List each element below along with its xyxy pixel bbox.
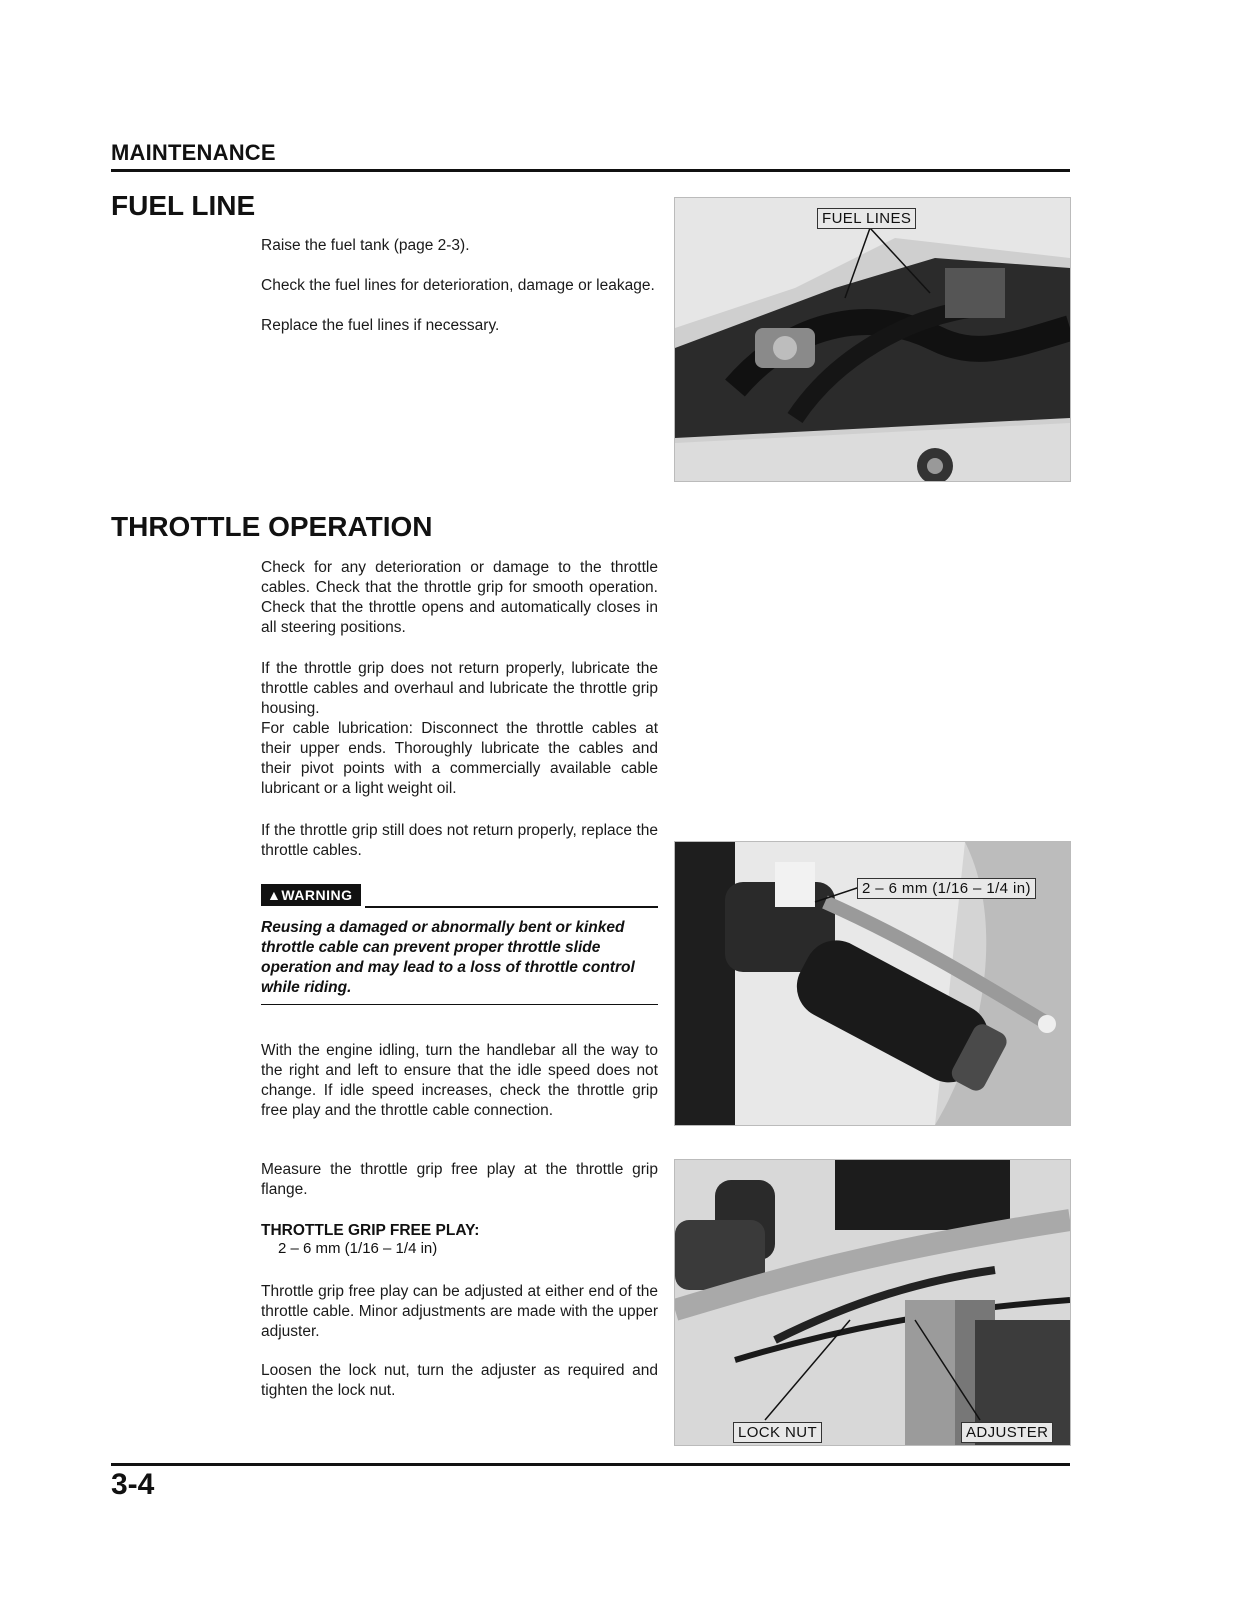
spec-block [261,1222,658,1257]
free-play-label: 2 – 6 mm (1/16 – 1/4 in) [857,878,1036,899]
fuel-lines-label: FUEL LINES [817,208,916,229]
warning-bottom-rule [261,1004,658,1005]
throttle-para-4: With the engine idling, turn the handlebar all the way to the right and left to ensure that the idle speed does not change. If idle speed increases, check the throttle grip free play and the throttle cable connection. [261,1042,658,1119]
warning-box [261,884,658,1005]
heading-fuel-line: FUEL LINE [111,190,256,221]
throttle-para-2b: For cable lubrication: Disconnect the throttle cables at their upper ends. Thoroughly lubricate the cables and their pivot points with a commercially available cable lubricant or a light weight oil. [261,720,658,797]
adjuster-label: ADJUSTER [961,1422,1053,1443]
throttle-para-5: Measure the throttle grip free play at the throttle grip flange. [261,1161,658,1198]
warning-text: Reusing a damaged or abnormally bent or kinked throttle cable can prevent proper throttle slide operation and may lead to a loss of throttle control while riding. [261,919,635,996]
section-label: MAINTENANCE [111,140,276,165]
page-number: 3-4 [111,1468,155,1501]
throttle-para-3: If the throttle grip still does not return properly, replace the throttle cables. [261,822,658,859]
fuel-line-para-1: Raise the fuel tank (page 2-3). [261,237,470,254]
throttle-para-1: Check for any deterioration or damage to the throttle cables. Check that the throttle grip for smooth operation. Check that the throttle opens and automatically closes in all steering positions. [261,559,658,636]
header-rule [111,169,1070,172]
warning-badge: ▲WARNING [261,884,361,906]
spec-title: THROTTLE GRIP FREE PLAY: [261,1222,480,1239]
cable-adjuster-photo [674,1159,1071,1446]
throttle-grip-photo [674,841,1071,1126]
spec-value: 2 – 6 mm (1/16 – 1/4 in) [278,1240,438,1257]
fuel-line-para-3: Replace the fuel lines if necessary. [261,317,500,334]
warning-rule [365,906,658,908]
throttle-para-2a: If the throttle grip does not return properly, lubricate the throttle cables and overhaul and lubricate the throttle grip housing. [261,660,658,717]
fuel-line-para-2: Check the fuel lines for deterioration, damage or leakage. [261,277,655,294]
fuel-lines-photo [674,197,1071,482]
throttle-para-6: Throttle grip free play can be adjusted at either end of the throttle cable. Minor adjustments are made with the upper adjuster. [261,1283,658,1340]
throttle-para-7: Loosen the lock nut, turn the adjuster as required and tighten the lock nut. [261,1362,658,1399]
footer-rule [111,1463,1070,1466]
heading-throttle-operation: THROTTLE OPERATION [111,511,433,542]
lock-nut-label: LOCK NUT [733,1422,822,1443]
